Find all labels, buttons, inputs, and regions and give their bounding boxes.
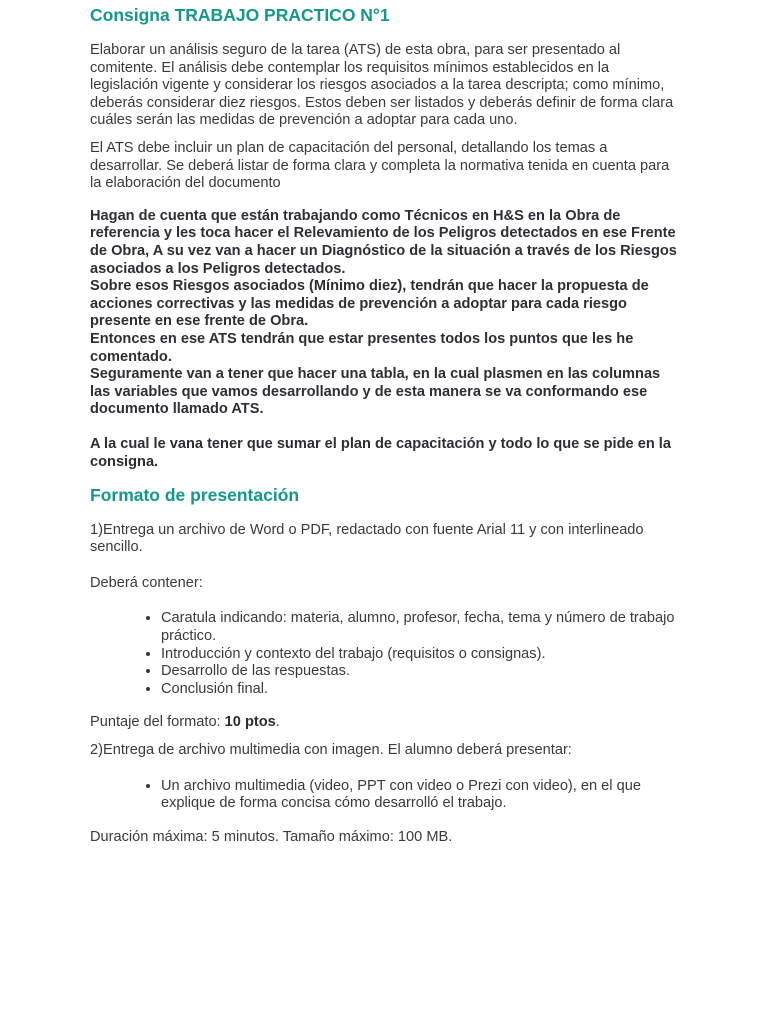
intro-paragraph-1: Elaborar un análisis seguro de la tarea (ATS) de esta obra, para ser presentado al comitente. El análisis debe contemplar los requisitos mínimos establecidos en la legislación vigente y considerar los riesgos asociados a la tarea descripta; como mínimo, deberás considerar diez riesgos. Estos deben ser listados y deberás definir de forma clara cuáles serán las medidas de prevención a adoptar para cada uno. (90, 42, 674, 129)
title-main: TRABAJO PRACTICO N°1 (174, 5, 390, 25)
intro-paragraph-2: El ATS debe incluir un plan de capacitación del personal, detallando los temas a desarrollar. Se deberá listar de forma clara y completa la normativa tenida en cuenta para la elaboración del documento (90, 139, 670, 192)
score-value: 10 ptos (224, 714, 276, 731)
format-item-1: 1)Entrega un archivo de Word o PDF, redactado con fuente Arial 11 y con interlineado sencillo. (90, 521, 644, 556)
list-item: • Introducción y contexto del trabajo (requisitos o consignas). (161, 646, 680, 664)
list-item: • Caratula indicando: materia, alumno, profesor, fecha, tema y número de trabajo práctico. (161, 610, 680, 645)
score-label: Puntaje del formato: (90, 714, 225, 731)
page-title (90, 0, 680, 26)
format-score (90, 714, 680, 732)
instruction-line-1: Hagan de cuenta que están trabajando como Técnicos en H&S en la Obra de referencia y les toca hacer el Relevamiento de los Peligros detectados en ese Frente de Obra, A su vez van a hacer un Diagnóstico de la situación a través de los Riesgos asociados a los Peligros detectados. (90, 207, 677, 277)
list-item: • Conclusión final. (161, 681, 680, 699)
instruction-line-3: Entonces en ese ATS tendrán que estar presentes todos los puntos que les he comentado. (90, 330, 634, 365)
multimedia-list (90, 778, 680, 813)
list-item: • Desarrollo de las respuestas. (161, 663, 680, 681)
contain-label: Deberá contener: (90, 574, 203, 591)
format-heading: Formato de presentación (90, 484, 300, 505)
format-item-2: 2)Entrega de archivo multimedia con imagen. El alumno deberá presentar: (90, 742, 572, 758)
title-prefix: Consigna (90, 5, 175, 25)
instruction-line-2: Sobre esos Riesgos asociados (Mínimo diez), tendrán que hacer la propuesta de acciones correctivas y las medidas de prevención a adoptar para cada riesgo presente en ese frente de Obra. (90, 278, 649, 330)
list-item: • Un archivo multimedia (video, PPT con video o Prezi con video), en el que explique de forma concisa cómo desarrolló el trabajo. (161, 778, 680, 813)
instruction-closing: A la cual le vana tener que sumar el plan de capacitación y todo lo que se pide en la consigna. (90, 436, 671, 471)
contain-list (90, 610, 680, 698)
instruction-line-4: Seguramente van a tener que hacer una tabla, en la cual plasmen en las columnas las variables que vamos desarrollando y de esta manera se va conformando ese documento llamado ATS. (90, 366, 661, 418)
score-suffix: . (275, 714, 280, 731)
blank-line (90, 419, 680, 437)
instructions-block (90, 208, 680, 472)
duration-note: Duración máxima: 5 minutos. Tamaño máximo: 100 MB. (90, 828, 453, 845)
